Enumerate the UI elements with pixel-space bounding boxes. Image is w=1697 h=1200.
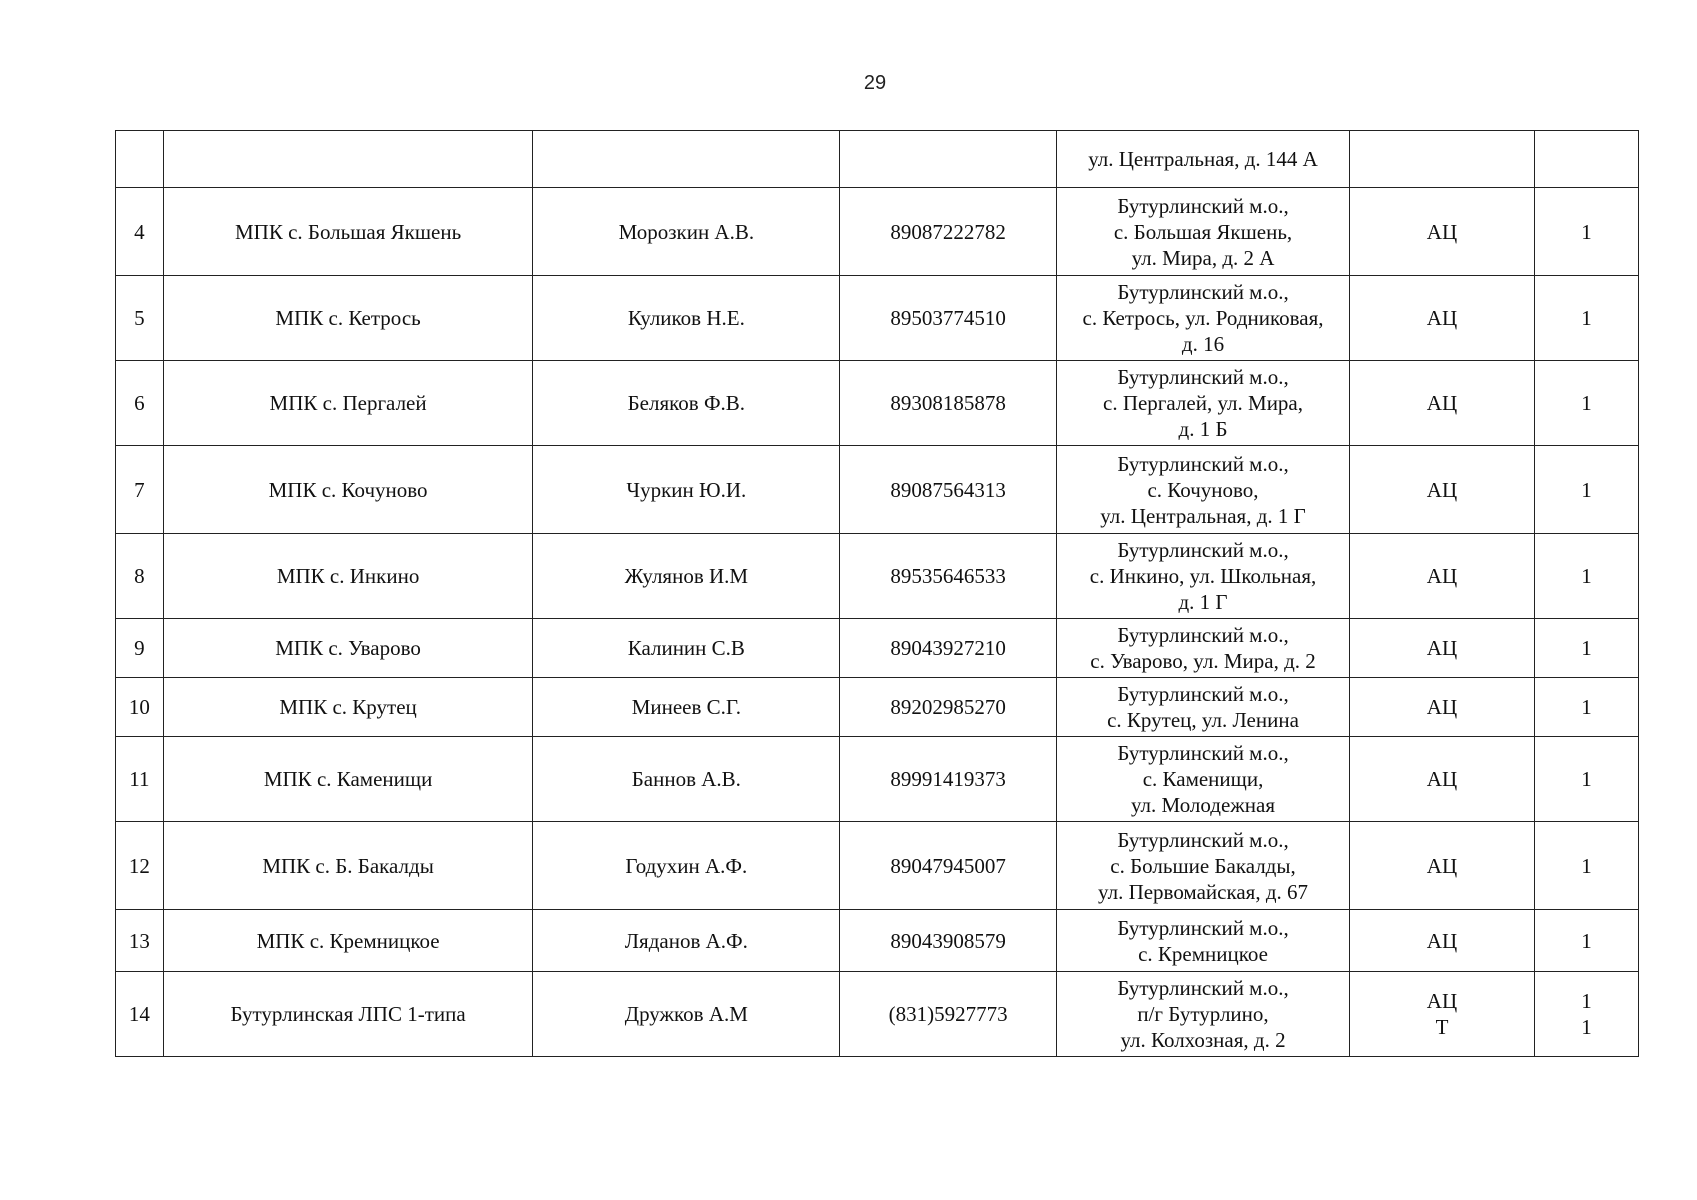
quantity-line: 1 bbox=[1581, 767, 1592, 791]
phone-cell: 89043908579 bbox=[840, 910, 1057, 972]
quantity-cell bbox=[1534, 822, 1638, 910]
address-line: ул. Молодежная bbox=[1130, 793, 1276, 817]
registry-table bbox=[115, 130, 1639, 1057]
organization-name-cell: МПК с. Пергалей bbox=[163, 361, 533, 446]
quantity-cell bbox=[1534, 678, 1638, 737]
equipment-type-line: АЦ bbox=[1426, 695, 1458, 719]
responsible-person-cell: Годухин А.Ф. bbox=[533, 822, 840, 910]
organization-name-cell: МПК с. Каменищи bbox=[163, 737, 533, 822]
organization-name-cell: МПК с. Большая Якшень bbox=[163, 188, 533, 276]
address-line: Бутурлинский м.о., bbox=[1117, 623, 1289, 647]
quantity-line: 1 bbox=[1581, 928, 1592, 953]
quantity-cell bbox=[1534, 972, 1638, 1057]
page-number: 29 bbox=[863, 72, 887, 94]
row-number-cell: 7 bbox=[116, 446, 164, 534]
responsible-person-cell: Минеев С.Г. bbox=[533, 678, 840, 737]
address-cell bbox=[1056, 910, 1349, 972]
row-number-cell bbox=[116, 131, 164, 188]
address-line: ул. Центральная, д. 1 Г bbox=[1100, 503, 1306, 528]
row-number-cell: 12 bbox=[116, 822, 164, 910]
table-row bbox=[116, 446, 1639, 534]
organization-name-cell: МПК с. Крутец bbox=[163, 678, 533, 737]
phone-cell: 89087564313 bbox=[840, 446, 1057, 534]
table-row bbox=[116, 737, 1639, 822]
address-line: Бутурлинский м.о., bbox=[1117, 451, 1289, 476]
phone-cell: 89308185878 bbox=[840, 361, 1057, 446]
address-cell bbox=[1056, 188, 1349, 276]
address-line: Бутурлинский м.о., bbox=[1117, 538, 1289, 562]
address-line: с. Кремницкое bbox=[1138, 941, 1268, 966]
organization-name-cell: МПК с. Инкино bbox=[163, 534, 533, 619]
organization-name-cell: МПК с. Кочуново bbox=[163, 446, 533, 534]
address-line: Бутурлинский м.о., bbox=[1117, 193, 1289, 218]
table-row bbox=[116, 361, 1639, 446]
address-cell bbox=[1056, 446, 1349, 534]
phone-cell: 89047945007 bbox=[840, 822, 1057, 910]
address-line: с. Кочуново, bbox=[1147, 477, 1259, 502]
row-number-cell: 8 bbox=[116, 534, 164, 619]
equipment-type-line: АЦ bbox=[1426, 989, 1458, 1013]
phone-cell: 89503774510 bbox=[840, 276, 1057, 361]
address-line: с. Большая Якшень, bbox=[1113, 219, 1293, 244]
row-number-cell: 9 bbox=[116, 619, 164, 678]
quantity-line: 1 bbox=[1581, 695, 1592, 719]
equipment-type-cell bbox=[1350, 131, 1535, 188]
responsible-person-cell: Ляданов А.Ф. bbox=[533, 910, 840, 972]
phone-cell: 89202985270 bbox=[840, 678, 1057, 737]
quantity-cell bbox=[1534, 276, 1638, 361]
phone-cell: (831)5927773 bbox=[840, 972, 1057, 1057]
quantity-cell bbox=[1534, 446, 1638, 534]
row-number-cell: 6 bbox=[116, 361, 164, 446]
equipment-type-cell bbox=[1350, 188, 1535, 276]
equipment-type-line: Т bbox=[1435, 1015, 1449, 1039]
row-number-cell: 5 bbox=[116, 276, 164, 361]
equipment-type-cell bbox=[1350, 972, 1535, 1057]
equipment-type-line: АЦ bbox=[1426, 853, 1458, 878]
address-cell bbox=[1056, 678, 1349, 737]
quantity-line: 1 bbox=[1581, 853, 1592, 878]
address-cell bbox=[1056, 131, 1349, 188]
address-line: Бутурлинский м.о., bbox=[1117, 741, 1289, 765]
address-line: п/г Бутурлино, bbox=[1137, 1002, 1269, 1026]
address-line: Бутурлинский м.о., bbox=[1117, 915, 1289, 940]
equipment-type-line: АЦ bbox=[1426, 391, 1458, 415]
quantity-line: 1 bbox=[1581, 391, 1592, 415]
quantity-line: 1 bbox=[1581, 477, 1592, 502]
address-line: с. Пергалей, ул. Мира, bbox=[1103, 391, 1304, 415]
address-line: с. Крутец, ул. Ленина bbox=[1107, 708, 1299, 732]
responsible-person-cell: Куликов Н.Е. bbox=[533, 276, 840, 361]
quantity-line: 1 bbox=[1581, 989, 1592, 1013]
address-cell bbox=[1056, 972, 1349, 1057]
equipment-type-cell bbox=[1350, 534, 1535, 619]
equipment-type-line: АЦ bbox=[1426, 219, 1458, 244]
address-line: с. Большие Бакалды, bbox=[1110, 853, 1296, 878]
phone-cell bbox=[840, 131, 1057, 188]
equipment-type-line: АЦ bbox=[1426, 306, 1458, 330]
address-cell bbox=[1056, 619, 1349, 678]
address-cell bbox=[1056, 737, 1349, 822]
equipment-type-cell bbox=[1350, 276, 1535, 361]
quantity-line: 1 bbox=[1581, 219, 1592, 244]
organization-name-cell: МПК с. Кремницкое bbox=[163, 910, 533, 972]
address-line: Бутурлинский м.о., bbox=[1117, 365, 1289, 389]
address-line: ул. Первомайская, д. 67 bbox=[1098, 879, 1309, 904]
address-line: Бутурлинский м.о., bbox=[1117, 280, 1289, 304]
address-line: ул. Колхозная, д. 2 bbox=[1120, 1028, 1286, 1052]
address-line: Бутурлинский м.о., bbox=[1117, 682, 1289, 706]
equipment-type-cell bbox=[1350, 910, 1535, 972]
table-row bbox=[116, 910, 1639, 972]
address-line: с. Уварово, ул. Мира, д. 2 bbox=[1090, 649, 1316, 673]
equipment-type-line: АЦ bbox=[1426, 564, 1458, 588]
address-line: ул. Центральная, д. 144 А bbox=[1088, 147, 1318, 171]
equipment-type-line: АЦ bbox=[1426, 636, 1458, 660]
responsible-person-cell: Беляков Ф.В. bbox=[533, 361, 840, 446]
address-line: ул. Мира, д. 2 А bbox=[1131, 245, 1275, 270]
address-line: с. Кетрось, ул. Родниковая, bbox=[1082, 306, 1324, 330]
quantity-line: 1 bbox=[1581, 636, 1592, 660]
quantity-cell bbox=[1534, 131, 1638, 188]
equipment-type-cell bbox=[1350, 361, 1535, 446]
address-line: с. Инкино, ул. Школьная, bbox=[1089, 564, 1317, 588]
address-line: с. Каменищи, bbox=[1142, 767, 1264, 791]
equipment-type-line: АЦ bbox=[1426, 767, 1458, 791]
phone-cell: 89991419373 bbox=[840, 737, 1057, 822]
equipment-type-cell bbox=[1350, 678, 1535, 737]
table-row bbox=[116, 678, 1639, 737]
responsible-person-cell: Жулянов И.М bbox=[533, 534, 840, 619]
responsible-person-cell: Дружков А.М bbox=[533, 972, 840, 1057]
responsible-person-cell: Чуркин Ю.И. bbox=[533, 446, 840, 534]
address-line: д. 1 Б bbox=[1178, 417, 1228, 441]
equipment-type-line: АЦ bbox=[1426, 928, 1458, 953]
address-cell bbox=[1056, 822, 1349, 910]
address-cell bbox=[1056, 361, 1349, 446]
address-cell bbox=[1056, 534, 1349, 619]
table-row bbox=[116, 534, 1639, 619]
organization-name-cell: МПК с. Уварово bbox=[163, 619, 533, 678]
phone-cell: 89087222782 bbox=[840, 188, 1057, 276]
quantity-cell bbox=[1534, 361, 1638, 446]
row-number-cell: 10 bbox=[116, 678, 164, 737]
phone-cell: 89043927210 bbox=[840, 619, 1057, 678]
address-line: Бутурлинский м.о., bbox=[1117, 827, 1289, 852]
table-row bbox=[116, 822, 1639, 910]
responsible-person-cell bbox=[533, 131, 840, 188]
table-row bbox=[116, 131, 1639, 188]
table-row bbox=[116, 188, 1639, 276]
quantity-line: 1 bbox=[1581, 306, 1592, 330]
row-number-cell: 11 bbox=[116, 737, 164, 822]
organization-name-cell bbox=[163, 131, 533, 188]
equipment-type-cell bbox=[1350, 822, 1535, 910]
quantity-line: 1 bbox=[1581, 1015, 1592, 1039]
quantity-cell bbox=[1534, 910, 1638, 972]
row-number-cell: 14 bbox=[116, 972, 164, 1057]
quantity-line: 1 bbox=[1581, 564, 1592, 588]
row-number-cell: 13 bbox=[116, 910, 164, 972]
organization-name-cell: МПК с. Б. Бакалды bbox=[163, 822, 533, 910]
quantity-cell bbox=[1534, 619, 1638, 678]
responsible-person-cell: Баннов А.В. bbox=[533, 737, 840, 822]
table-row bbox=[116, 276, 1639, 361]
responsible-person-cell: Калинин С.В bbox=[533, 619, 840, 678]
equipment-type-cell bbox=[1350, 446, 1535, 534]
address-line: д. 1 Г bbox=[1178, 590, 1228, 614]
organization-name-cell: МПК с. Кетрось bbox=[163, 276, 533, 361]
row-number-cell: 4 bbox=[116, 188, 164, 276]
table-body bbox=[116, 131, 1639, 1057]
organization-name-cell: Бутурлинская ЛПС 1-типа bbox=[163, 972, 533, 1057]
quantity-cell bbox=[1534, 737, 1638, 822]
address-line: д. 16 bbox=[1181, 332, 1225, 356]
responsible-person-cell: Морозкин А.В. bbox=[533, 188, 840, 276]
table-row bbox=[116, 619, 1639, 678]
quantity-cell bbox=[1534, 188, 1638, 276]
table-row bbox=[116, 972, 1639, 1057]
address-cell bbox=[1056, 276, 1349, 361]
quantity-cell bbox=[1534, 534, 1638, 619]
equipment-type-line: АЦ bbox=[1426, 477, 1458, 502]
address-line: Бутурлинский м.о., bbox=[1117, 976, 1289, 1000]
equipment-type-cell bbox=[1350, 619, 1535, 678]
equipment-type-cell bbox=[1350, 737, 1535, 822]
phone-cell: 89535646533 bbox=[840, 534, 1057, 619]
